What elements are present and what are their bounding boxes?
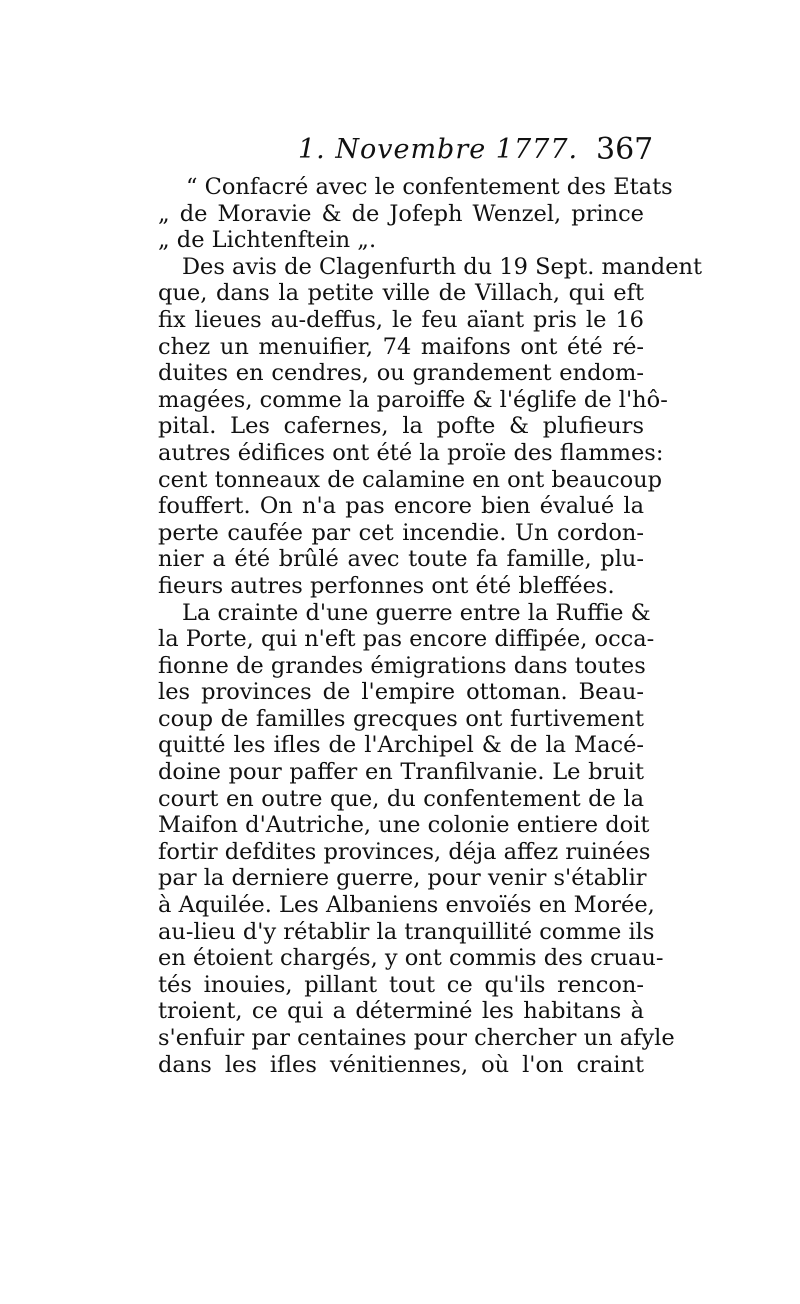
text-line: les provinces de l'empire ottoman. Beau- [158,679,644,706]
text-line: doine pour paffer en Tranfilvanie. Le bruit [158,759,644,786]
text-line: que, dans la petite ville de Villach, qui eft [158,280,644,307]
text-line: la Porte, qui n'eft pas encore diffipée, occa- [158,626,655,653]
text-line: duites en cendres, ou grandement endom- [158,360,644,387]
text-line: troient, ce qui a déterminé les habitans à [158,998,644,1025]
text-line: tés inouies, pillant tout ce qu'ils rencon- [158,971,644,998]
text-line: fortir defdites provinces, déja affez ruinées [158,838,651,865]
text-line: Des avis de Clagenfurth du 19 Sept. mandent [182,253,703,280]
text-line: autres édifices ont été la proïe des flammes: [158,439,664,466]
text-line: perte caufée par cet incendie. Un cordon- [158,519,644,546]
text-line: fix lieues au-deffus, le feu aïant pris le 16 [158,306,644,333]
body-text [158,174,703,1078]
text-line: fouffert. On n'a pas encore bien évalué la [158,493,644,520]
text-line: au-lieu d'y rétablir la tranquillité comme ils [158,918,655,945]
header-date: 1. Novembre 1777. [298,134,579,165]
text-line: quitté les ifles de l'Archipel & de la Macé- [158,732,644,759]
page-number: 367 [596,132,654,167]
text-line: “ Confacré avec le confentement des Etats [186,174,673,200]
text-line: fionne de grandes émigrations dans toutes [158,652,646,679]
text-line: nier a été brûlé avec toute fa famille, plu- [158,546,644,573]
text-line: magées, comme la paroiffe & l'églife de l'hô- [158,386,668,413]
text-line: coup de familles grecques ont furtivement [158,705,644,732]
text-line: cent tonneaux de calamine en ont beaucoup [158,466,663,493]
text-line: Maifon d'Autriche, une colonie entiere doit [158,812,650,839]
running-header [0,130,800,170]
text-line: en étoient chargés, y ont commis des cruau- [158,945,664,972]
text-line: La crainte d'une guerre entre la Ruffie & [182,599,651,626]
text-line: court en outre que, du confentement de la [158,785,644,812]
text-line: fieurs autres perfonnes ont été bleffées. [158,572,615,599]
text-line: „ de Moravie & de Jofeph Wenzel, prince [158,200,644,227]
text-line: s'enfuir par centaines pour chercher un afyle [158,1025,675,1051]
text-line: par la derniere guerre, pour venir s'établir [158,865,647,892]
text-line: à Aquilée. Les Albaniens envoïés en Morée, [158,892,655,919]
text-line: chez un menuifier, 74 maifons ont été ré- [158,333,644,360]
text-line: dans les ifles vénitiennes, où l'on craint [158,1051,644,1078]
text-line: pital. Les cafernes, la pofte & plufieurs [158,413,644,440]
text-line: „ de Lichtenftein „. [158,227,377,254]
